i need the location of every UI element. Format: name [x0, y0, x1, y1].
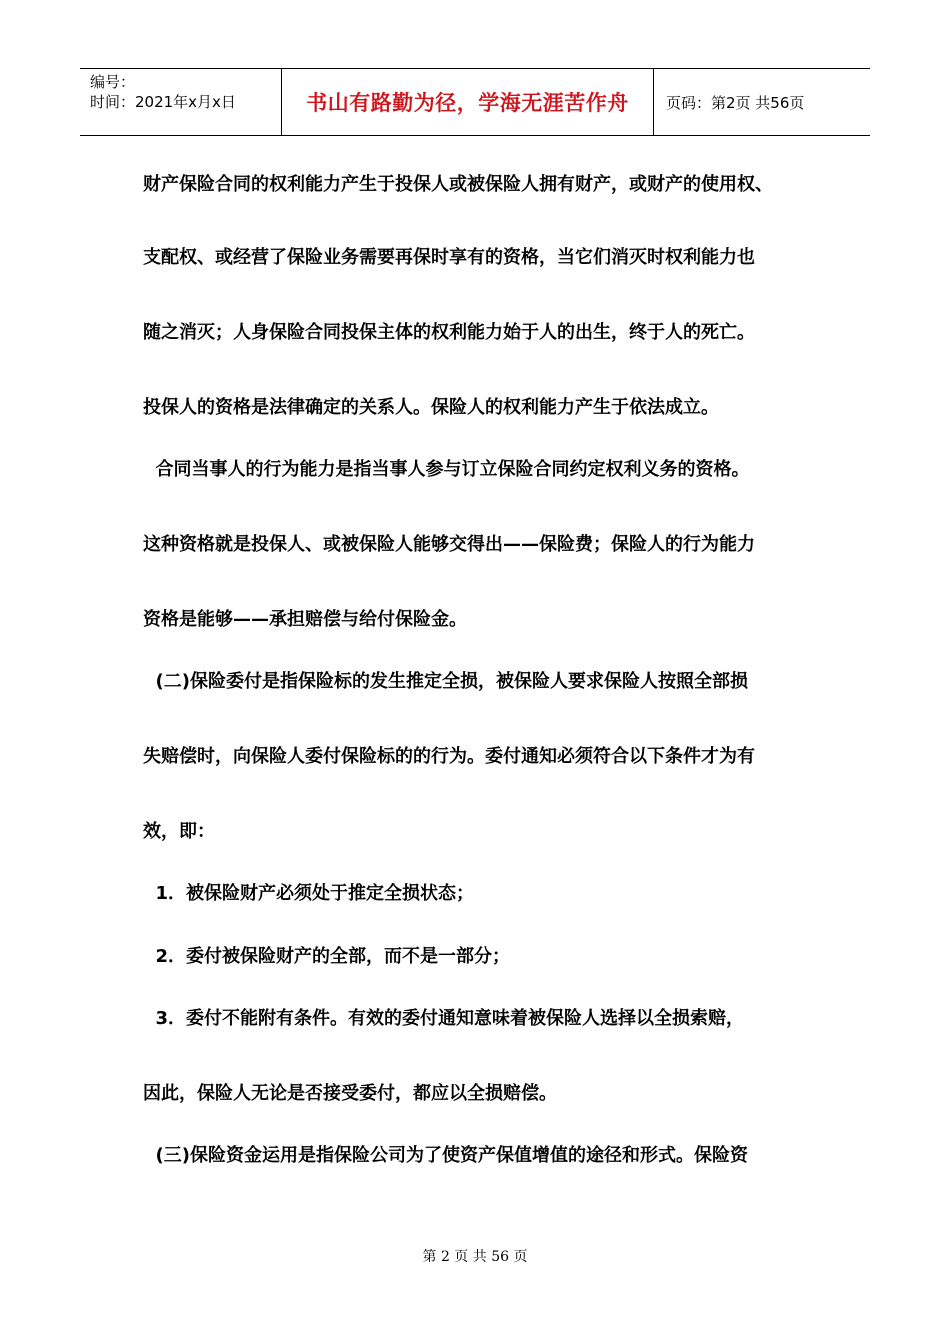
body-line: 投保人的资格是法律确定的关系人。保险人的权利能力产生于依法成立。 — [143, 397, 719, 418]
body-line: 随之消灭；人身保险合同投保主体的权利能力始于人的出生，终于人的死亡。 — [143, 322, 755, 343]
body-line: 效，即： — [143, 821, 215, 842]
body-line: 1．被保险财产必须处于推定全损状态； — [143, 883, 475, 904]
page-footer: 第 2 页 共 56 页 — [422, 1249, 528, 1265]
body-line: 2．委付被保险财产的全部，而不是一部分； — [143, 946, 511, 967]
page-header — [80, 68, 870, 136]
header-page-info: 页码：第2页 共56页 — [666, 93, 805, 112]
document-time-label: 时间：2021年x月x日 — [90, 93, 236, 111]
body-line: 失赔偿时，向保险人委付保险标的的行为。委付通知必须符合以下条件才为有 — [143, 746, 755, 767]
header-meta — [80, 69, 282, 135]
body-line: 这种资格就是投保人、或被保险人能够交得出——保险费；保险人的行为能力 — [143, 534, 755, 555]
body-line: 支配权、或经营了保险业务需要再保时享有的资格，当它们消灭时权利能力也 — [143, 247, 755, 268]
body-line: (三)保险资金运用是指保险公司为了使资产保值增值的途径和形式。保险资 — [143, 1145, 748, 1166]
body-line: 因此，保险人无论是否接受委付，都应以全损赔偿。 — [143, 1083, 557, 1104]
body-line: 3．委付不能附有条件。有效的委付通知意味着被保险人选择以全损索赔， — [143, 1008, 745, 1029]
header-motto: 书山有路勤为径，学海无涯苦作舟 — [282, 69, 654, 135]
body-line: 财产保险合同的权利能力产生于投保人或被保险人拥有财产，或财产的使用权、 — [143, 174, 773, 195]
body-line: (二)保险委付是指保险标的发生推定全损，被保险人要求保险人按照全部损 — [143, 671, 748, 692]
document-number-label: 编号： — [90, 73, 136, 91]
body-line: 资格是能够——承担赔偿与给付保险金。 — [143, 609, 467, 630]
body-line: 合同当事人的行为能力是指当事人参与订立保险合同约定权利义务的资格。 — [143, 459, 750, 480]
